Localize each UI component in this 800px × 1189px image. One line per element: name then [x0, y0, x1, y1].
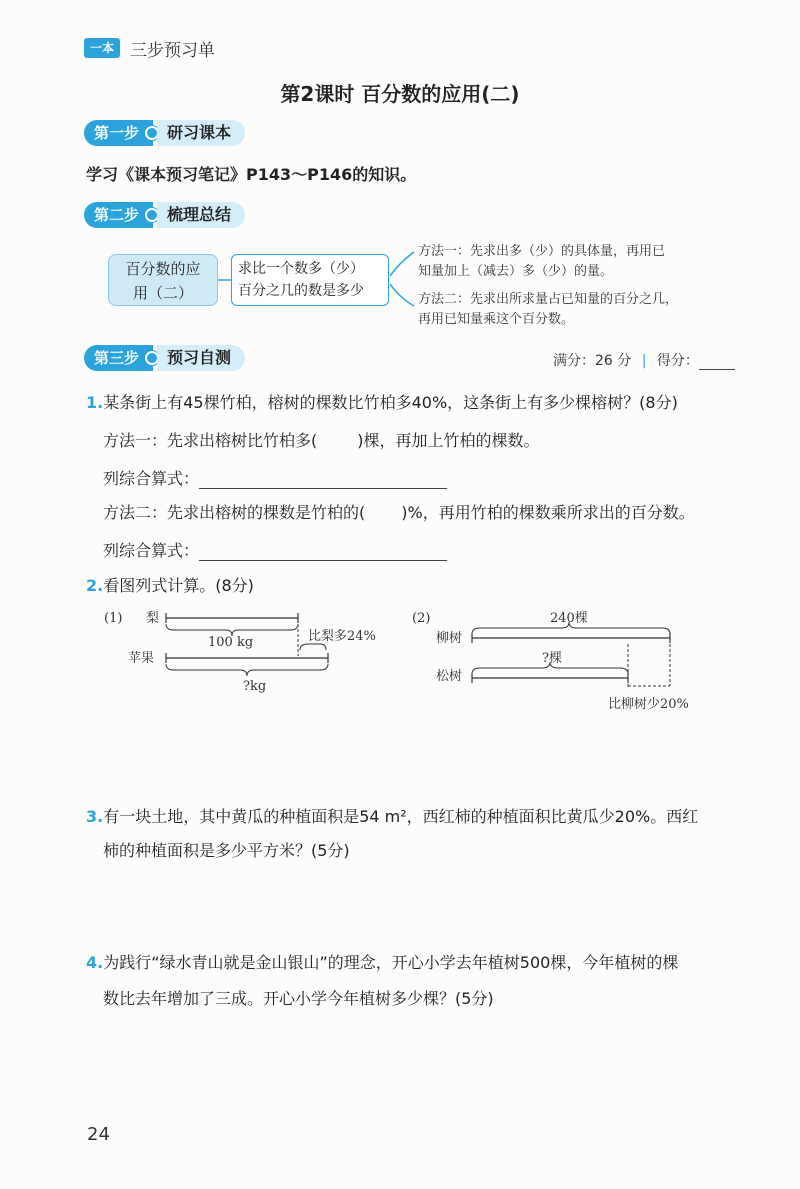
question-2-number: 2.: [86, 576, 104, 595]
concept-line-1: 百分数的应: [125, 260, 201, 278]
question-4-line-2: 数比去年增加了三成。开心小学今年植树多少棵？(5分): [103, 989, 494, 1008]
pine-label: 松树: [436, 669, 463, 684]
question-line-1: 求比一个数多（少）: [238, 261, 364, 277]
question-4: [86, 950, 678, 973]
willow-label: 柳树: [436, 631, 463, 646]
q1-method-1: [103, 428, 540, 451]
apple-brace: [166, 664, 328, 676]
series-title: 三步预习单: [130, 41, 215, 61]
q1-formula-1: [103, 466, 447, 489]
fig-1-label: (1): [104, 611, 123, 626]
q1-formula-2: [103, 538, 447, 561]
page-number: 24: [87, 1124, 110, 1145]
q1-method-2-after: )%，再用竹柏的棵数乘所求出的百分数。: [401, 503, 695, 522]
question-line-2: 百分之几的数是多少: [238, 283, 364, 299]
pear-value: 100 kg: [208, 635, 254, 650]
question-1: [86, 390, 678, 413]
question-3-number: 3.: [86, 807, 104, 826]
step-3-heading: [84, 345, 245, 371]
apple-value: ?kg: [243, 679, 267, 694]
question-2-text: 看图列式计算。(8分): [103, 576, 254, 595]
question-2: [86, 573, 254, 596]
concept-box: [108, 254, 218, 306]
step-3-pill: 第三步: [84, 345, 153, 371]
step-2-pill: 第二步: [84, 202, 153, 228]
q1-method-1-before: 方法一：先求出榕树比竹柏多(: [103, 431, 318, 450]
pine-unknown: ?棵: [542, 651, 562, 666]
concept-line-2: 用（二）: [132, 284, 193, 302]
method-1: [418, 242, 665, 282]
branch-down-line: [390, 284, 414, 306]
method-2-line-1: 方法二：先求出所求量占已知量的百分之几，: [418, 292, 679, 307]
apple-label: 苹果: [128, 651, 155, 666]
step-1-heading: [84, 120, 245, 146]
willow-total: 240棵: [550, 611, 588, 626]
question-1-number: 1.: [86, 393, 104, 412]
branch-up-line: [390, 252, 414, 276]
q1-method-1-after: )棵，再加上竹柏的棵数。: [357, 431, 540, 450]
pear-label: 梨: [146, 611, 160, 626]
question-4-line-1: 为践行“绿水青山就是金山银山”的理念，开心小学去年植树500棵，今年植树的棵: [103, 953, 679, 972]
question-1-text: 某条街上有45棵竹柏，榕树的棵数比竹柏多40%，这条街上有多少棵榕树？(8分): [103, 393, 678, 412]
extra-brace: [300, 644, 326, 650]
score-area: [553, 350, 735, 370]
step-3-label: 预习自测: [157, 345, 245, 371]
q1-method-2: [103, 500, 695, 523]
pine-brace: [472, 662, 628, 674]
brand-tag: 一本: [84, 38, 120, 58]
score-divider: |: [641, 353, 647, 369]
step-1-pill: 第一步: [84, 120, 153, 146]
method-1-line-1: 方法一：先求出多（少）的具体量，再用已: [418, 244, 666, 259]
q1-formula-label-1: 列综合算式：: [103, 469, 200, 488]
step-1-label: 研习课本: [157, 120, 245, 146]
q1-method-2-before: 方法二：先求出榕树的棵数是竹柏的(: [103, 503, 366, 522]
score-blank[interactable]: [699, 355, 735, 370]
full-score: 满分：26 分: [553, 353, 632, 369]
q1-formula-label-2: 列综合算式：: [103, 541, 200, 560]
question-3-line-1: 有一块土地，其中黄瓜的种植面积是54 m²，西红柿的种植面积比黄瓜少20%。西红: [103, 807, 699, 826]
step-1-text: 学习《课本预习笔记》P143～P146的知识。: [86, 165, 417, 184]
method-2-line-2: 再用已知量乘这个百分数。: [418, 312, 575, 327]
question-type-box: [231, 254, 389, 306]
question-4-number: 4.: [86, 953, 104, 972]
q2-figure-1: [96, 604, 406, 700]
less-than-willow-label: 比柳树少20%: [608, 697, 689, 712]
score-got-label: 得分：: [656, 353, 699, 369]
q1-formula-blank-1[interactable]: [199, 470, 447, 489]
method-1-line-2: 知量加上（减去）多（少）的量。: [418, 264, 614, 279]
q1-formula-blank-2[interactable]: [199, 542, 447, 561]
fig-2-label: (2): [412, 611, 431, 626]
question-3-line-2: 柿的种植面积是多少平方米？(5分): [103, 841, 350, 860]
lesson-title: 第2课时 百分数的应用(二): [280, 82, 520, 106]
step-2-heading: [84, 202, 245, 228]
more-than-pear-label: 比梨多24%: [308, 629, 376, 644]
method-2: [418, 290, 678, 330]
question-3: [86, 804, 698, 827]
step-2-label: 梳理总结: [157, 202, 245, 228]
q2-figure-2: [404, 604, 704, 716]
